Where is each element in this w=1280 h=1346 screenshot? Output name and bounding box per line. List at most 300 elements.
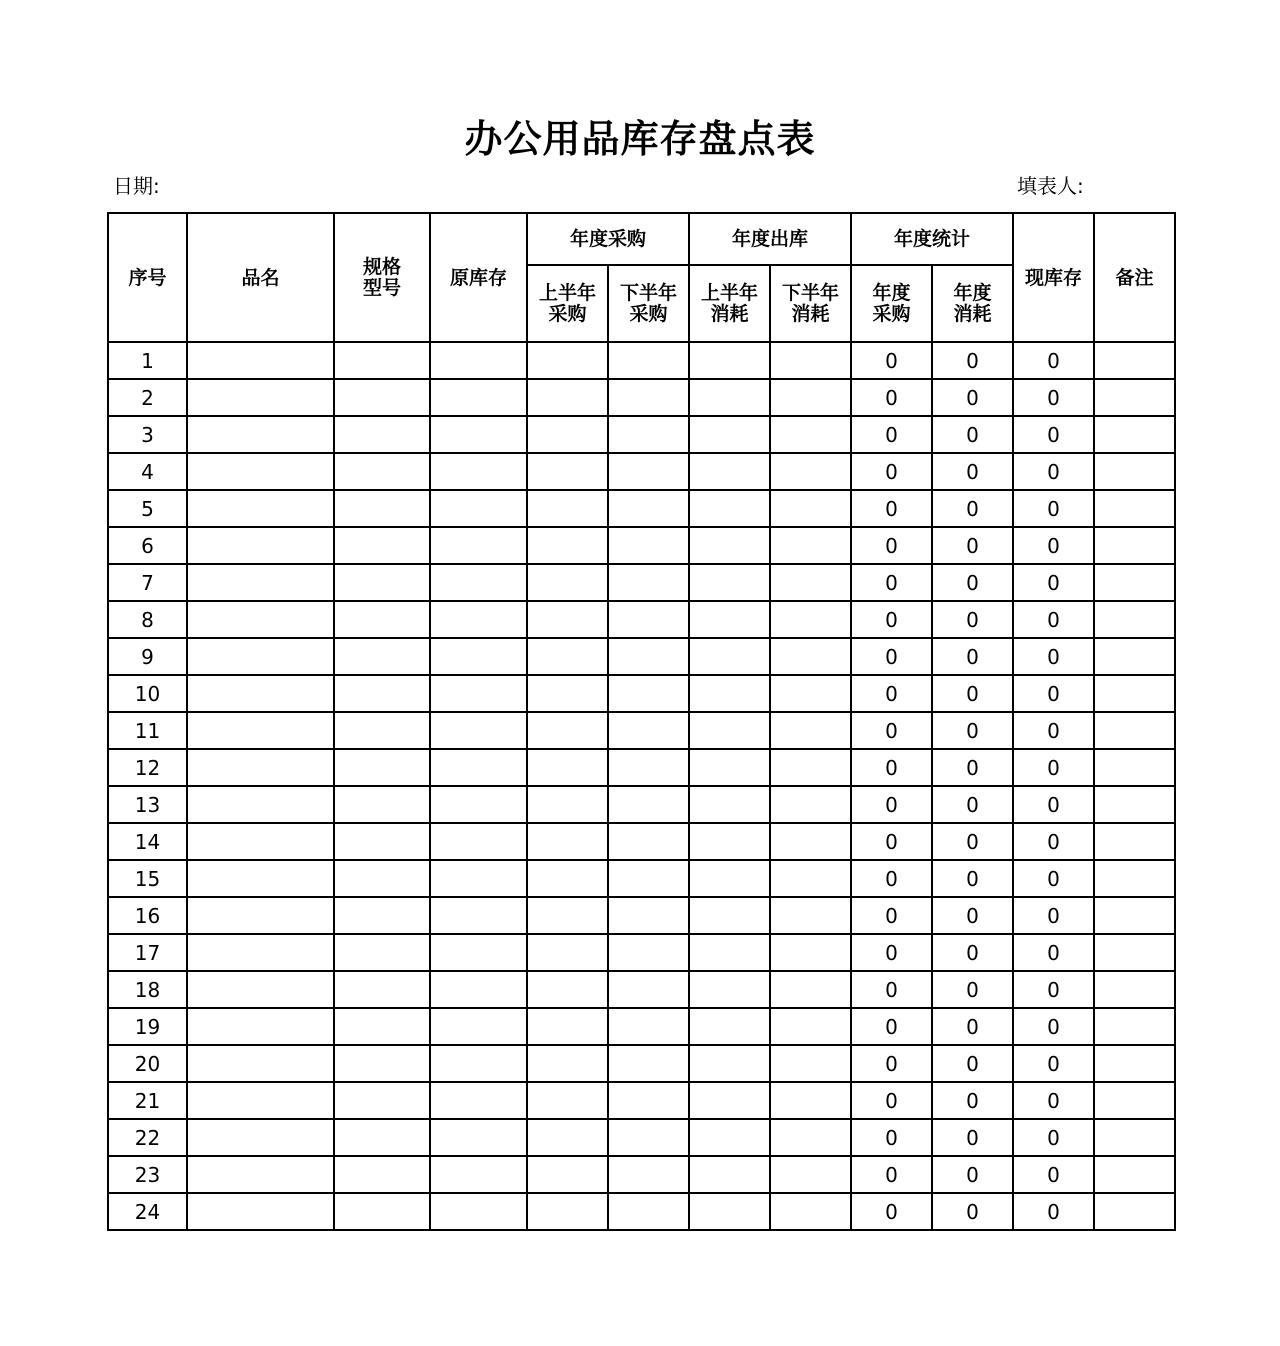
name-cell[interactable] [187,1082,334,1119]
name-cell[interactable] [187,823,334,860]
name-cell[interactable] [187,786,334,823]
orig-stock-cell[interactable] [430,490,527,527]
h2-purchase-cell[interactable] [608,527,689,564]
h2-consume-cell[interactable] [770,1156,851,1193]
annual-consume-cell[interactable]: 0 [932,490,1013,527]
remarks-cell[interactable] [1094,971,1175,1008]
h2-consume-cell[interactable] [770,638,851,675]
annual-purchase-cell[interactable]: 0 [851,934,932,971]
annual-consume-cell[interactable]: 0 [932,342,1013,379]
remarks-cell[interactable] [1094,342,1175,379]
header-annual-consume [932,265,1013,342]
h1-consume-cell[interactable] [689,823,770,860]
h2-purchase-cell[interactable] [608,1008,689,1045]
h2-purchase-cell[interactable] [608,416,689,453]
remarks-cell[interactable] [1094,453,1175,490]
orig-stock-cell[interactable] [430,1045,527,1082]
h2-purchase-cell[interactable] [608,1193,689,1230]
h2-purchase-cell[interactable] [608,934,689,971]
h1-consume-cell[interactable] [689,453,770,490]
name-cell[interactable] [187,1045,334,1082]
annual-purchase-cell[interactable]: 0 [851,712,932,749]
h1-purchase-cell[interactable] [527,379,608,416]
annual-consume-cell[interactable]: 0 [932,1119,1013,1156]
h2-purchase-cell[interactable] [608,971,689,1008]
table-row [108,823,1175,860]
annual-consume-cell[interactable]: 0 [932,1045,1013,1082]
h2-consume-cell[interactable] [770,527,851,564]
orig-stock-cell[interactable] [430,786,527,823]
remarks-cell[interactable] [1094,1193,1175,1230]
remarks-cell[interactable] [1094,490,1175,527]
orig-stock-cell[interactable] [430,1193,527,1230]
remarks-cell[interactable] [1094,638,1175,675]
current-stock-cell[interactable]: 0 [1013,749,1094,786]
current-stock-cell[interactable]: 0 [1013,1008,1094,1045]
name-cell[interactable] [187,675,334,712]
seq-cell[interactable]: 11 [108,712,187,749]
h1-consume-cell[interactable] [689,564,770,601]
orig-stock-cell[interactable] [430,897,527,934]
annual-consume-cell[interactable]: 0 [932,712,1013,749]
annual-purchase-cell[interactable]: 0 [851,1156,932,1193]
spec-cell[interactable] [334,564,430,601]
orig-stock-cell[interactable] [430,860,527,897]
seq-cell[interactable]: 5 [108,490,187,527]
annual-purchase-cell[interactable]: 0 [851,860,932,897]
remarks-cell[interactable] [1094,1045,1175,1082]
annual-consume-cell[interactable]: 0 [932,416,1013,453]
current-stock-cell[interactable]: 0 [1013,416,1094,453]
h1-purchase-cell[interactable] [527,1156,608,1193]
spec-cell[interactable] [334,1156,430,1193]
h2-consume-cell[interactable] [770,1045,851,1082]
h2-consume-cell[interactable] [770,1008,851,1045]
annual-consume-cell[interactable]: 0 [932,934,1013,971]
h1-purchase-cell[interactable] [527,416,608,453]
remarks-cell[interactable] [1094,675,1175,712]
h2-purchase-cell[interactable] [608,379,689,416]
orig-stock-cell[interactable] [430,934,527,971]
current-stock-cell[interactable]: 0 [1013,1082,1094,1119]
current-stock-cell[interactable]: 0 [1013,638,1094,675]
h2-consume-cell[interactable] [770,490,851,527]
name-cell[interactable] [187,897,334,934]
h1-purchase-cell[interactable] [527,1119,608,1156]
seq-cell[interactable]: 24 [108,1193,187,1230]
remarks-cell[interactable] [1094,564,1175,601]
seq-cell[interactable]: 12 [108,749,187,786]
h2-purchase-cell[interactable] [608,490,689,527]
h1-purchase-cell[interactable] [527,342,608,379]
seq-cell[interactable]: 21 [108,1082,187,1119]
annual-consume-cell[interactable]: 0 [932,1193,1013,1230]
h2-purchase-cell[interactable] [608,786,689,823]
remarks-cell[interactable] [1094,416,1175,453]
seq-cell[interactable]: 18 [108,971,187,1008]
h1-consume-cell[interactable] [689,379,770,416]
h2-purchase-cell[interactable] [608,860,689,897]
orig-stock-cell[interactable] [430,1156,527,1193]
name-cell[interactable] [187,1119,334,1156]
seq-cell[interactable]: 15 [108,860,187,897]
name-cell[interactable] [187,749,334,786]
h1-consume-cell[interactable] [689,712,770,749]
annual-purchase-cell[interactable]: 0 [851,527,932,564]
h2-purchase-cell[interactable] [608,823,689,860]
spec-cell[interactable] [334,1082,430,1119]
spec-cell[interactable] [334,379,430,416]
current-stock-cell[interactable]: 0 [1013,823,1094,860]
name-cell[interactable] [187,527,334,564]
h1-purchase-cell[interactable] [527,860,608,897]
annual-purchase-cell[interactable]: 0 [851,638,932,675]
spec-cell[interactable] [334,897,430,934]
seq-cell[interactable]: 20 [108,1045,187,1082]
annual-purchase-cell[interactable]: 0 [851,379,932,416]
h2-purchase-cell[interactable] [608,1045,689,1082]
seq-cell[interactable]: 9 [108,638,187,675]
remarks-cell[interactable] [1094,712,1175,749]
annual-consume-cell[interactable]: 0 [932,453,1013,490]
spec-cell[interactable] [334,1008,430,1045]
seq-cell[interactable]: 1 [108,342,187,379]
name-cell[interactable] [187,564,334,601]
spec-cell[interactable] [334,453,430,490]
h1-consume-cell[interactable] [689,416,770,453]
name-cell[interactable] [187,934,334,971]
spec-cell[interactable] [334,416,430,453]
current-stock-cell[interactable]: 0 [1013,527,1094,564]
annual-purchase-cell[interactable]: 0 [851,1045,932,1082]
annual-purchase-cell[interactable]: 0 [851,971,932,1008]
h1-consume-cell[interactable] [689,1156,770,1193]
current-stock-cell[interactable]: 0 [1013,712,1094,749]
h1-consume-cell[interactable] [689,860,770,897]
header-h1-purchase [527,265,608,342]
orig-stock-cell[interactable] [430,601,527,638]
h1-purchase-cell[interactable] [527,675,608,712]
h1-purchase-cell[interactable] [527,527,608,564]
remarks-cell[interactable] [1094,1156,1175,1193]
annual-consume-cell[interactable]: 0 [932,749,1013,786]
h2-purchase-cell[interactable] [608,1156,689,1193]
spec-cell[interactable] [334,601,430,638]
annual-purchase-cell[interactable]: 0 [851,897,932,934]
h2-purchase-cell[interactable] [608,342,689,379]
spec-cell[interactable] [334,934,430,971]
h2-purchase-cell[interactable] [608,897,689,934]
h1-purchase-cell[interactable] [527,971,608,1008]
seq-cell[interactable]: 2 [108,379,187,416]
h1-purchase-cell[interactable] [527,1045,608,1082]
name-cell[interactable] [187,453,334,490]
h1-consume-cell[interactable] [689,786,770,823]
annual-purchase-cell[interactable]: 0 [851,564,932,601]
annual-consume-cell[interactable]: 0 [932,564,1013,601]
orig-stock-cell[interactable] [430,564,527,601]
name-cell[interactable] [187,490,334,527]
h1-purchase-cell[interactable] [527,453,608,490]
h2-purchase-cell[interactable] [608,675,689,712]
spec-cell[interactable] [334,1045,430,1082]
header-spec-line1: 规格 [362,255,401,278]
remarks-cell[interactable] [1094,379,1175,416]
annual-consume-cell[interactable]: 0 [932,675,1013,712]
h1-purchase-cell[interactable] [527,934,608,971]
seq-cell[interactable]: 22 [108,1119,187,1156]
annual-consume-cell[interactable]: 0 [932,601,1013,638]
h2-consume-cell[interactable] [770,712,851,749]
seq-cell[interactable]: 6 [108,527,187,564]
h2-consume-cell[interactable] [770,971,851,1008]
annual-consume-cell[interactable]: 0 [932,860,1013,897]
name-cell[interactable] [187,601,334,638]
name-cell[interactable] [187,712,334,749]
remarks-cell[interactable] [1094,1008,1175,1045]
seq-cell[interactable]: 17 [108,934,187,971]
spec-cell[interactable] [334,675,430,712]
spec-cell[interactable] [334,490,430,527]
spec-cell[interactable] [334,1193,430,1230]
name-cell[interactable] [187,342,334,379]
h2-consume-cell[interactable] [770,675,851,712]
h2-consume-cell[interactable] [770,416,851,453]
remarks-cell[interactable] [1094,601,1175,638]
remarks-cell[interactable] [1094,934,1175,971]
seq-cell[interactable]: 16 [108,897,187,934]
annual-purchase-cell[interactable]: 0 [851,786,932,823]
remarks-cell[interactable] [1094,897,1175,934]
spec-cell[interactable] [334,638,430,675]
h1-purchase-cell[interactable] [527,601,608,638]
seq-cell[interactable]: 7 [108,564,187,601]
h2-consume-cell[interactable] [770,342,851,379]
annual-consume-cell[interactable]: 0 [932,1082,1013,1119]
table-row [108,749,1175,786]
current-stock-cell[interactable]: 0 [1013,675,1094,712]
h2-consume-cell[interactable] [770,379,851,416]
current-stock-cell[interactable]: 0 [1013,897,1094,934]
orig-stock-cell[interactable] [430,749,527,786]
orig-stock-cell[interactable] [430,712,527,749]
current-stock-cell[interactable]: 0 [1013,934,1094,971]
name-cell[interactable] [187,860,334,897]
h2-consume-cell[interactable] [770,749,851,786]
h1-consume-cell[interactable] [689,601,770,638]
header-sub-line2: 采购 [872,302,911,325]
h2-consume-cell[interactable] [770,823,851,860]
orig-stock-cell[interactable] [430,1119,527,1156]
annual-purchase-cell[interactable]: 0 [851,490,932,527]
seq-cell[interactable]: 10 [108,675,187,712]
current-stock-cell[interactable]: 0 [1013,564,1094,601]
h1-consume-cell[interactable] [689,342,770,379]
annual-purchase-cell[interactable]: 0 [851,601,932,638]
current-stock-cell[interactable]: 0 [1013,601,1094,638]
h1-consume-cell[interactable] [689,638,770,675]
annual-consume-cell[interactable]: 0 [932,823,1013,860]
name-cell[interactable] [187,971,334,1008]
annual-purchase-cell[interactable]: 0 [851,675,932,712]
remarks-cell[interactable] [1094,527,1175,564]
name-cell[interactable] [187,1193,334,1230]
h2-purchase-cell[interactable] [608,712,689,749]
h1-purchase-cell[interactable] [527,490,608,527]
table-row [108,1119,1175,1156]
orig-stock-cell[interactable] [430,1008,527,1045]
annual-consume-cell[interactable]: 0 [932,971,1013,1008]
h1-consume-cell[interactable] [689,749,770,786]
annual-purchase-cell[interactable]: 0 [851,1082,932,1119]
h2-consume-cell[interactable] [770,786,851,823]
h2-purchase-cell[interactable] [608,453,689,490]
orig-stock-cell[interactable] [430,379,527,416]
remarks-cell[interactable] [1094,1082,1175,1119]
h2-consume-cell[interactable] [770,601,851,638]
spec-cell[interactable] [334,786,430,823]
orig-stock-cell[interactable] [430,1082,527,1119]
remarks-cell[interactable] [1094,786,1175,823]
orig-stock-cell[interactable] [430,453,527,490]
spec-cell[interactable] [334,712,430,749]
orig-stock-cell[interactable] [430,527,527,564]
h1-consume-cell[interactable] [689,1045,770,1082]
current-stock-cell[interactable]: 0 [1013,1156,1094,1193]
current-stock-cell[interactable]: 0 [1013,453,1094,490]
current-stock-cell[interactable]: 0 [1013,1193,1094,1230]
current-stock-cell[interactable]: 0 [1013,971,1094,1008]
h2-purchase-cell[interactable] [608,749,689,786]
remarks-cell[interactable] [1094,1119,1175,1156]
current-stock-cell[interactable]: 0 [1013,379,1094,416]
h1-purchase-cell[interactable] [527,564,608,601]
spec-cell[interactable] [334,527,430,564]
h1-consume-cell[interactable] [689,1008,770,1045]
header-sub-line1: 年度 [872,281,911,304]
annual-purchase-cell[interactable]: 0 [851,453,932,490]
annual-consume-cell[interactable]: 0 [932,527,1013,564]
spec-cell[interactable] [334,971,430,1008]
orig-stock-cell[interactable] [430,971,527,1008]
h1-consume-cell[interactable] [689,1193,770,1230]
seq-cell[interactable]: 14 [108,823,187,860]
annual-purchase-cell[interactable]: 0 [851,416,932,453]
table-row [108,564,1175,601]
header-current-stock: 现库存 [1013,213,1094,342]
current-stock-cell[interactable]: 0 [1013,1045,1094,1082]
h2-consume-cell[interactable] [770,897,851,934]
header-h2-consume [770,265,851,342]
name-cell[interactable] [187,638,334,675]
annual-purchase-cell[interactable]: 0 [851,1008,932,1045]
h1-consume-cell[interactable] [689,897,770,934]
h2-purchase-cell[interactable] [608,601,689,638]
h2-purchase-cell[interactable] [608,638,689,675]
spec-cell[interactable] [334,1119,430,1156]
h2-consume-cell[interactable] [770,1119,851,1156]
current-stock-cell[interactable]: 0 [1013,490,1094,527]
annual-consume-cell[interactable]: 0 [932,1156,1013,1193]
spec-cell[interactable] [334,860,430,897]
h1-purchase-cell[interactable] [527,1193,608,1230]
seq-cell[interactable]: 13 [108,786,187,823]
h2-consume-cell[interactable] [770,860,851,897]
remarks-cell[interactable] [1094,823,1175,860]
annual-purchase-cell[interactable]: 0 [851,1119,932,1156]
h2-consume-cell[interactable] [770,564,851,601]
seq-cell[interactable]: 23 [108,1156,187,1193]
h2-purchase-cell[interactable] [608,1082,689,1119]
seq-cell[interactable]: 8 [108,601,187,638]
h2-purchase-cell[interactable] [608,1119,689,1156]
h1-consume-cell[interactable] [689,1119,770,1156]
h2-consume-cell[interactable] [770,1193,851,1230]
annual-consume-cell[interactable]: 0 [932,1008,1013,1045]
h1-consume-cell[interactable] [689,1082,770,1119]
orig-stock-cell[interactable] [430,675,527,712]
h1-purchase-cell[interactable] [527,712,608,749]
h1-consume-cell[interactable] [689,675,770,712]
h1-consume-cell[interactable] [689,490,770,527]
orig-stock-cell[interactable] [430,416,527,453]
h1-purchase-cell[interactable] [527,638,608,675]
current-stock-cell[interactable]: 0 [1013,342,1094,379]
seq-cell[interactable]: 4 [108,453,187,490]
h1-consume-cell[interactable] [689,934,770,971]
current-stock-cell[interactable]: 0 [1013,786,1094,823]
remarks-cell[interactable] [1094,860,1175,897]
current-stock-cell[interactable]: 0 [1013,860,1094,897]
annual-consume-cell[interactable]: 0 [932,786,1013,823]
h1-purchase-cell[interactable] [527,897,608,934]
spec-cell[interactable] [334,342,430,379]
seq-cell[interactable]: 19 [108,1008,187,1045]
h1-purchase-cell[interactable] [527,1082,608,1119]
seq-cell[interactable]: 3 [108,416,187,453]
annual-purchase-cell[interactable]: 0 [851,342,932,379]
annual-consume-cell[interactable]: 0 [932,379,1013,416]
h1-consume-cell[interactable] [689,971,770,1008]
h1-purchase-cell[interactable] [527,749,608,786]
orig-stock-cell[interactable] [430,823,527,860]
h1-consume-cell[interactable] [689,527,770,564]
spec-cell[interactable] [334,749,430,786]
name-cell[interactable] [187,1156,334,1193]
remarks-cell[interactable] [1094,749,1175,786]
h2-purchase-cell[interactable] [608,564,689,601]
name-cell[interactable] [187,1008,334,1045]
orig-stock-cell[interactable] [430,638,527,675]
h2-consume-cell[interactable] [770,934,851,971]
h1-purchase-cell[interactable] [527,1008,608,1045]
orig-stock-cell[interactable] [430,342,527,379]
h2-consume-cell[interactable] [770,1082,851,1119]
spec-cell[interactable] [334,823,430,860]
h1-purchase-cell[interactable] [527,823,608,860]
table-row [108,601,1175,638]
name-cell[interactable] [187,416,334,453]
h2-consume-cell[interactable] [770,453,851,490]
name-cell[interactable] [187,379,334,416]
annual-purchase-cell[interactable]: 0 [851,749,932,786]
annual-consume-cell[interactable]: 0 [932,638,1013,675]
h1-purchase-cell[interactable] [527,786,608,823]
annual-purchase-cell[interactable]: 0 [851,1193,932,1230]
annual-consume-cell[interactable]: 0 [932,897,1013,934]
annual-purchase-cell[interactable]: 0 [851,823,932,860]
current-stock-cell[interactable]: 0 [1013,1119,1094,1156]
